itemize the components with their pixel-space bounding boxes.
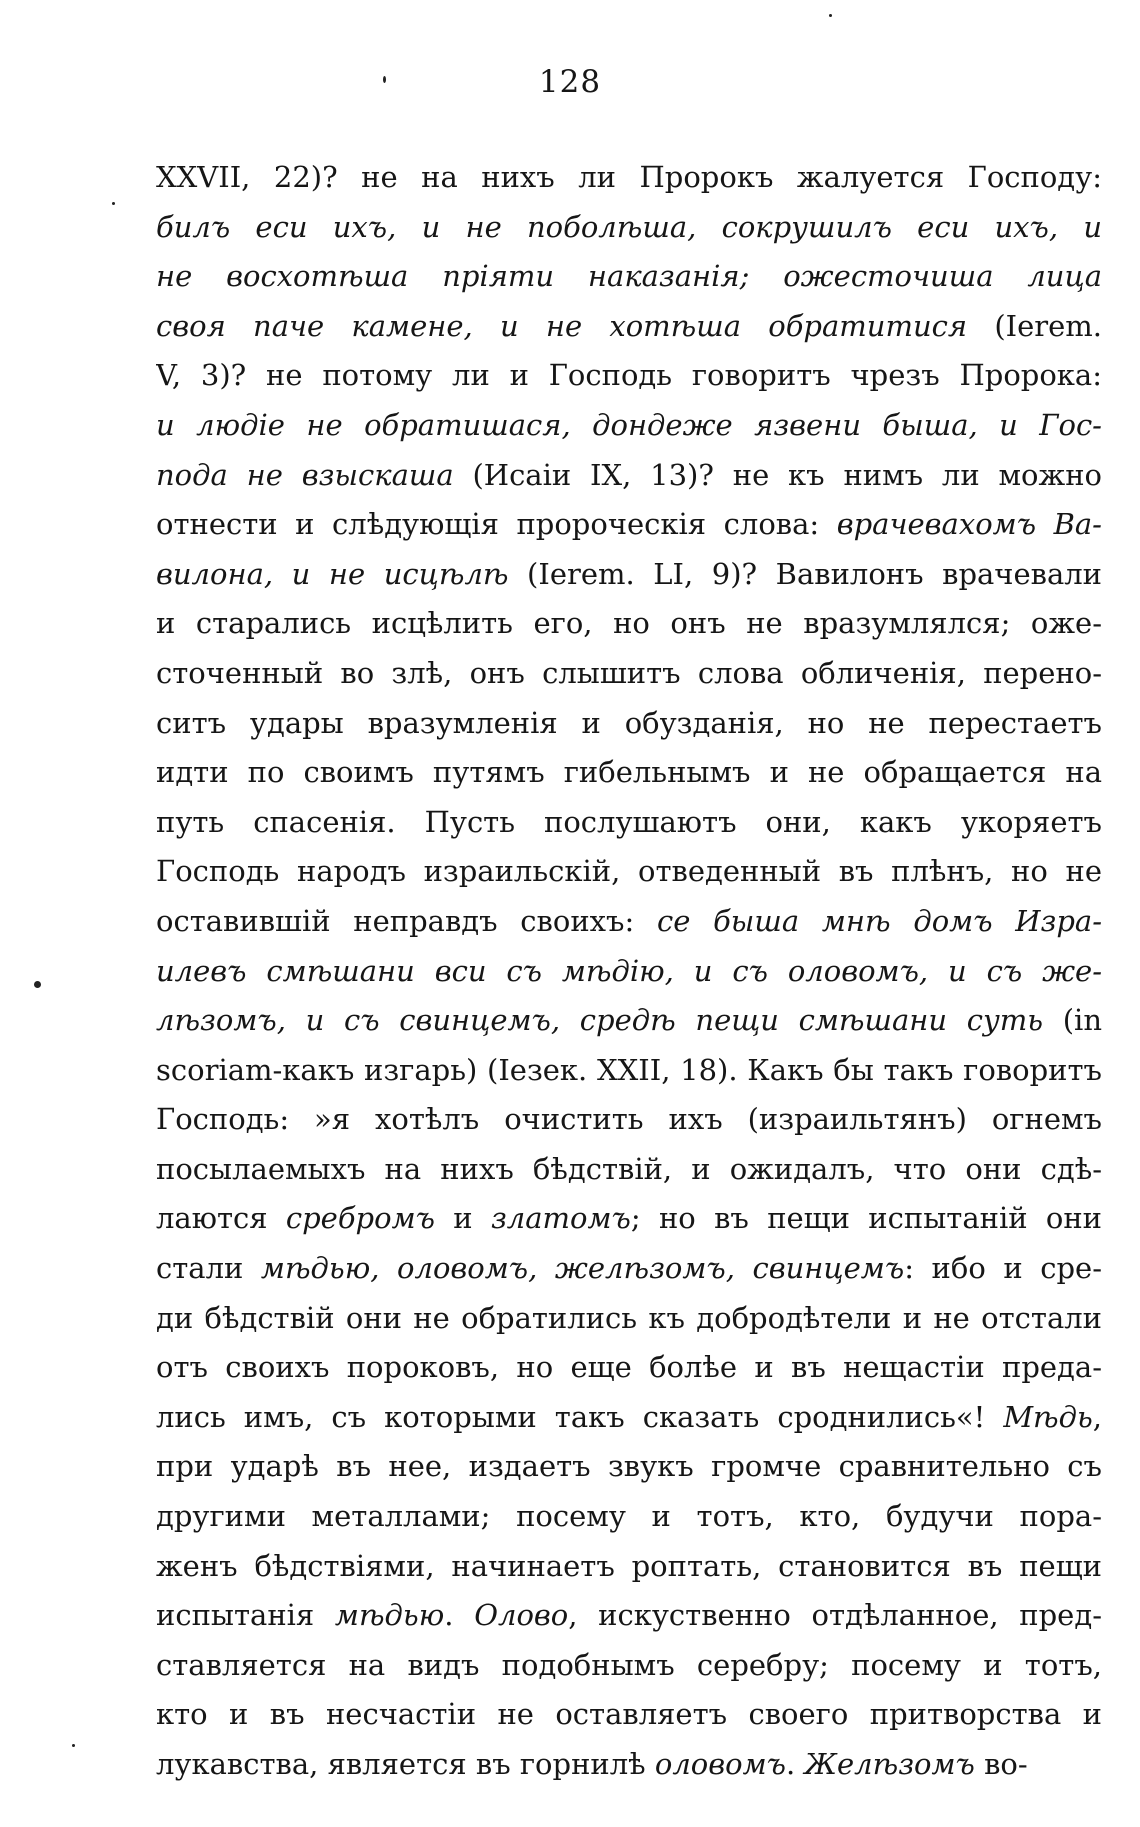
text-line xyxy=(156,599,1102,649)
text-run: Господь народъ израильскій, отведенный въ плѣнъ, но не xyxy=(156,854,1102,889)
italic-quote: врачевахомъ Ва- xyxy=(836,507,1102,542)
text-line xyxy=(156,947,1102,997)
italic-quote: вилона, и не исцѣлѣ xyxy=(156,556,509,591)
text-run: : ибо и сре- xyxy=(904,1251,1102,1286)
page-number: 128 xyxy=(538,64,602,100)
text-run: отнести и слѣдующія пророческія слова: xyxy=(156,507,837,542)
text-run: , искуственно отдѣланное, пред- xyxy=(568,1598,1102,1633)
text-run: (Ierem. LI, 9)? Вавилонъ врачевали xyxy=(508,556,1102,591)
text-run: V, 3)? не потому ли и Господь говоритъ чрезъ Пророка: xyxy=(156,358,1102,393)
italic-quote: илевъ смѣшани вси съ мѣдію, и съ оловомъ, и съ же- xyxy=(156,953,1102,988)
text-run: лись имъ, съ которыми такъ сказать сроднились«! xyxy=(156,1399,1004,1434)
italic-quote: сребромъ xyxy=(285,1201,435,1236)
text-run: во- xyxy=(974,1747,1028,1781)
italic-quote: мѣдью, оловомъ, желѣзомъ, свинцемъ xyxy=(260,1251,905,1286)
print-speck xyxy=(112,202,115,205)
text-line xyxy=(156,1393,1102,1443)
text-line xyxy=(156,401,1102,451)
text-line xyxy=(156,1442,1102,1492)
italic-quote: Мѣдь xyxy=(1003,1399,1093,1434)
italic-quote: лѣзомъ, и съ свинцемъ, средѣ пещи смѣшани суть xyxy=(156,1003,1044,1038)
text-run: отъ своихъ пороковъ, но еще болѣе и въ нещастіи преда- xyxy=(156,1350,1102,1385)
body-text xyxy=(156,153,1102,1790)
text-run: лукавства, является въ горнилѣ xyxy=(156,1747,655,1781)
text-run: и xyxy=(434,1201,491,1236)
text-line xyxy=(156,1641,1102,1691)
text-line xyxy=(156,1343,1102,1393)
text-run: XXVII, 22)? не на нихъ ли Пророкъ жалуется Господу: xyxy=(156,160,1102,194)
italic-quote: не восхотѣша пріяти наказанія; ожесточиша лица xyxy=(156,259,1102,294)
text-line xyxy=(156,550,1102,600)
text-line xyxy=(156,302,1102,352)
text-line xyxy=(156,203,1102,253)
text-run: ; но въ пещи испытаній они xyxy=(630,1201,1102,1236)
text-line xyxy=(156,1145,1102,1195)
text-run: путь спасенія. Пусть послушаютъ они, какъ укоряетъ xyxy=(156,804,1102,839)
text-line xyxy=(156,1046,1102,1096)
text-line xyxy=(156,798,1102,848)
text-line xyxy=(156,1740,1102,1790)
text-line xyxy=(156,699,1102,749)
italic-quote: пода не взыскаша xyxy=(156,457,454,492)
print-speck xyxy=(72,1744,75,1747)
text-run: и старались исцѣлить его, но онъ не вразумлялся; оже- xyxy=(156,606,1102,641)
italic-quote: Желѣзомъ xyxy=(804,1747,975,1781)
text-line xyxy=(156,897,1102,947)
text-run: Господь: »я хотѣлъ очистить ихъ (израильтянъ) огнемъ xyxy=(156,1102,1102,1137)
text-run: сточенный во злѣ, онъ слышитъ слова обличенія, перено- xyxy=(156,655,1102,690)
text-run: , xyxy=(1092,1399,1102,1434)
text-run: scoriam-какъ изгарь) (Iезек. XXII, 18). Какъ бы такъ говоритъ xyxy=(156,1052,1102,1087)
text-run: . xyxy=(785,1747,805,1781)
italic-quote: мѣдью xyxy=(334,1598,445,1633)
text-line xyxy=(156,1492,1102,1542)
text-run: ставляется на видъ подобнымъ серебру; посему и тотъ, xyxy=(156,1647,1102,1682)
print-speck xyxy=(383,76,386,83)
print-speck xyxy=(829,14,832,17)
text-line xyxy=(156,1294,1102,1344)
text-line xyxy=(156,1194,1102,1244)
text-line xyxy=(156,252,1102,302)
text-run: испытанія xyxy=(156,1598,335,1633)
italic-quote: оловомъ xyxy=(654,1747,786,1781)
text-run: . xyxy=(444,1598,475,1633)
text-line xyxy=(156,1591,1102,1641)
text-run: женъ бѣдствіями, начинаетъ роптать, становится въ пещи xyxy=(156,1548,1102,1583)
text-run: другими металлами; посему и тотъ, кто, будучи пора- xyxy=(156,1499,1102,1534)
italic-quote: златомъ xyxy=(490,1201,631,1236)
text-line xyxy=(156,500,1102,550)
italic-quote: и людіе не обратишася, дондеже язвени быша, и Гос- xyxy=(156,407,1102,442)
text-line xyxy=(156,153,1102,203)
text-run: ситъ удары вразумленія и обузданія, но не перестаетъ xyxy=(156,705,1102,740)
text-run: при ударѣ въ нее, издаетъ звукъ громче сравнительно съ xyxy=(156,1449,1102,1484)
text-line xyxy=(156,1690,1102,1740)
text-line xyxy=(156,1542,1102,1592)
italic-quote: своя паче камене, и не хотѣша обратитися xyxy=(156,308,968,343)
text-run: (in xyxy=(1043,1003,1102,1038)
text-run: ди бѣдствій они не обратились къ добродѣтели и не отстали xyxy=(156,1300,1102,1335)
text-line xyxy=(156,1244,1102,1294)
text-run: (Исаіи IX, 13)? не къ нимъ ли можно xyxy=(453,457,1102,492)
text-line xyxy=(156,996,1102,1046)
italic-quote: Олово xyxy=(474,1598,569,1633)
text-run: кто и въ несчастіи не оставляетъ своего притворства и xyxy=(156,1697,1102,1732)
text-line xyxy=(156,1095,1102,1145)
text-run: посылаемыхъ на нихъ бѣдствій, и ожидалъ, что они сдѣ- xyxy=(156,1151,1102,1186)
text-line xyxy=(156,748,1102,798)
italic-quote: билъ еси ихъ, и не поболѣша, сокрушилъ еси ихъ, и xyxy=(156,209,1102,244)
text-run: идти по своимъ путямъ гибельнымъ и не обращается на xyxy=(156,755,1102,790)
italic-quote: се быша мнѣ домъ Изра- xyxy=(656,903,1102,938)
text-run: стали xyxy=(156,1251,261,1286)
text-line xyxy=(156,649,1102,699)
text-line xyxy=(156,847,1102,897)
text-line xyxy=(156,451,1102,501)
print-speck xyxy=(34,981,41,988)
text-run: оставившій неправдъ своихъ: xyxy=(156,903,657,938)
text-run: (Ierem. xyxy=(967,308,1102,343)
text-run: лаются xyxy=(156,1201,286,1236)
text-line xyxy=(156,351,1102,401)
